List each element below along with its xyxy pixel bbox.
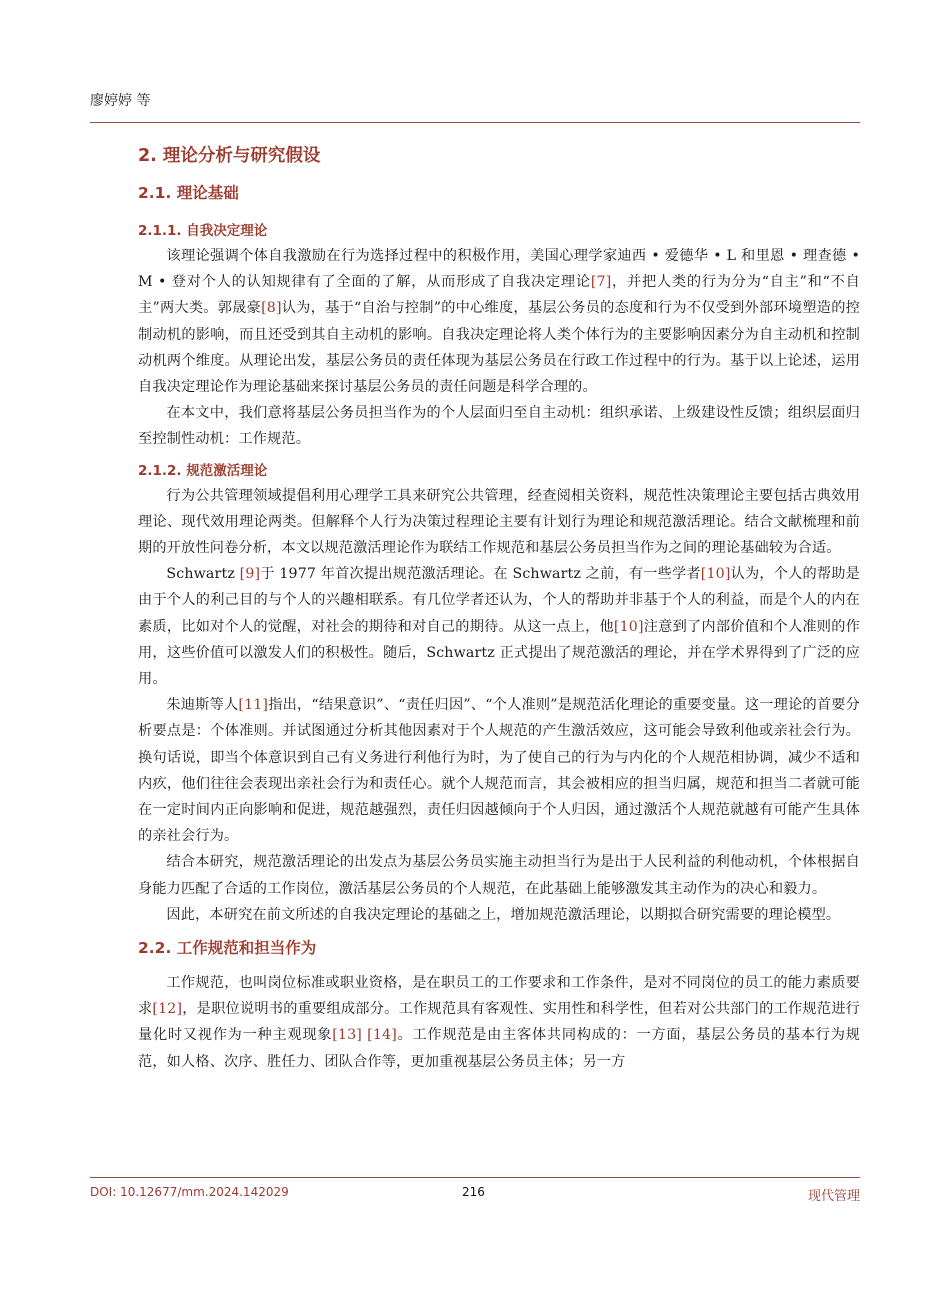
section-2-2-heading: 2.2. 工作规范和担当作为	[138, 939, 317, 958]
footer-divider	[90, 1177, 860, 1178]
article-body	[138, 138, 860, 1075]
citation-link-7[interactable]: [7]	[590, 274, 612, 291]
footer-doi[interactable]: DOI: 10.12677/mm.2024.142029	[90, 1185, 289, 1199]
paragraph-schwartz: Schwartz [9]于 1977 年首次提出规范激活理论。在 Schwartz 之前，有一些学者[10]认为，个人的帮助是由于个人的利己目的与个人的兴趣相联系。有几位学者还认为，个人的帮助并非基于个人的利益，而是个人的内在素质，比如对个人的觉醒，对社会的期待和对自己的期待。从这一点上，他[10]注意到了内部价值和个人准则的作用，这些价值可以激发人们的积极性。随后，Schwartz 正式提出了规范激活的理论，并在学术界得到了广泛的应用。	[138, 566, 860, 688]
paragraph-work-norms: 工作规范，也叫岗位标准或职业资格，是在职员工的工作要求和工作条件，是对不同岗位的员工的能力素质要求[12]，是职位说明书的重要组成部分。工作规范具有客观性、实用性和科学性，但若对公共部门的工作规范进行量化时又视作为一种主观现象[13] [14]。工作规范是由主客体共同构成的：一方面，基层公务员的基本行为规范，如人格、次序、胜任力、团队合作等，更加重视基层公务员主体；另一方	[138, 975, 861, 1070]
section-2-1-1-heading: 2.1.1. 自我决定理论	[138, 223, 268, 239]
journal-name: 现代管理	[807, 1189, 860, 1204]
section-2-1-heading: 2.1. 理论基础	[138, 184, 239, 202]
header-divider	[90, 122, 860, 123]
section-2-heading: 2. 理论分析与研究假设	[138, 146, 321, 166]
paragraph-judith: 朱迪斯等人[11]指出，“结果意识”、“责任归因”、“个人准则”是规范活化理论的重要变量。这一理论的首要分析要点是：个体准则。并试图通过分析其他因素对于个人规范的产生激活效应，这可能会导致利他或亲社会行为。换句话说，即当个体意识到自己有义务进行利他行为时，为了使自己的行为与内化的个人规范相协调，减少不适和内疚，他们往往会表现出亲社会行为和责任心。就个人规范而言，其会被相应的担当归属，规范和担当二者就可能在一定时间内正向影响和促进，规范越强烈，责任归因越倾向于个人归因，通过激活个人规范就越有可能产生具体的亲社会行为。	[138, 697, 860, 845]
paragraph-norm-activation-intro: 行为公共管理领域提倡利用心理学工具来研究公共管理，经查阅相关资料，规范性决策理论主要包括古典效用理论、现代效用理论两类。但解释个人行为决策过程理论主要有计划行为理论和规范激活理论。结合文献梳理和前期的开放性问卷分析，本文以规范激活理论作为联结工作规范和基层公务员担当作为之间的理论基础较为合适。	[138, 487, 860, 557]
citation-link-9[interactable]: [9]	[239, 566, 261, 583]
citation-link-13-14[interactable]: [13] [14]	[332, 1027, 397, 1044]
citation-link-8[interactable]: [8]	[261, 300, 282, 317]
citation-link-12[interactable]: [12]	[152, 1001, 183, 1018]
page-number: 216	[462, 1185, 485, 1199]
paragraph-conclusion: 因此，本研究在前文所述的自我决定理论的基础之上，增加规范激活理论，以期拟合研究需要的理论模型。	[166, 906, 841, 923]
citation-link-10[interactable]: [10]	[700, 566, 731, 583]
paragraph-motivation-classification: 在本文中，我们意将基层公务员担当作为的个人层面归至自主动机：组织承诺、上级建设性反馈；组织层面归至控制性动机：工作规范。	[138, 405, 860, 448]
citation-link-11[interactable]: [11]	[238, 697, 269, 714]
paragraph-combined-study: 结合本研究，规范激活理论的出发点为基层公务员实施主动担当行为是出于人民利益的利他动机，个体根据自身能力匹配了合适的工作岗位，激活基层公务员的个人规范，在此基础上能够激发其主动作为的决心和毅力。	[138, 854, 860, 897]
section-2-1-2-heading: 2.1.2. 规范激活理论	[138, 462, 268, 479]
paragraph-self-determination-theory: 该理论强调个体自我激励在行为选择过程中的积极作用，美国心理学家迪西 • 爱德华 • L 和里恩 • 理查德 • M • 登对个人的认知规律有了全面的了解，从而形成了自我决定理论[7]，并把人类的行为分为“自主”和“不自主”两大类。郭晟豪[8]认为，基于“自治与控制”的中心维度，基层公务员的态度和行为不仅受到外部环境塑造的控制动机的影响，而且还受到其自主动机的影响。自我决定理论将人类个体行为的主要影响因素分为自主动机和控制动机两个维度。从理论出发，基层公务员的责任体现为基层公务员在行政工作过程中的行为。基于以上论述，运用自我决定理论作为理论基础来探讨基层公务员的责任问题是科学合理的。	[138, 248, 860, 396]
running-header-author: 廖婷婷 等	[90, 93, 151, 109]
citation-link-10b[interactable]: [10]	[613, 618, 644, 635]
